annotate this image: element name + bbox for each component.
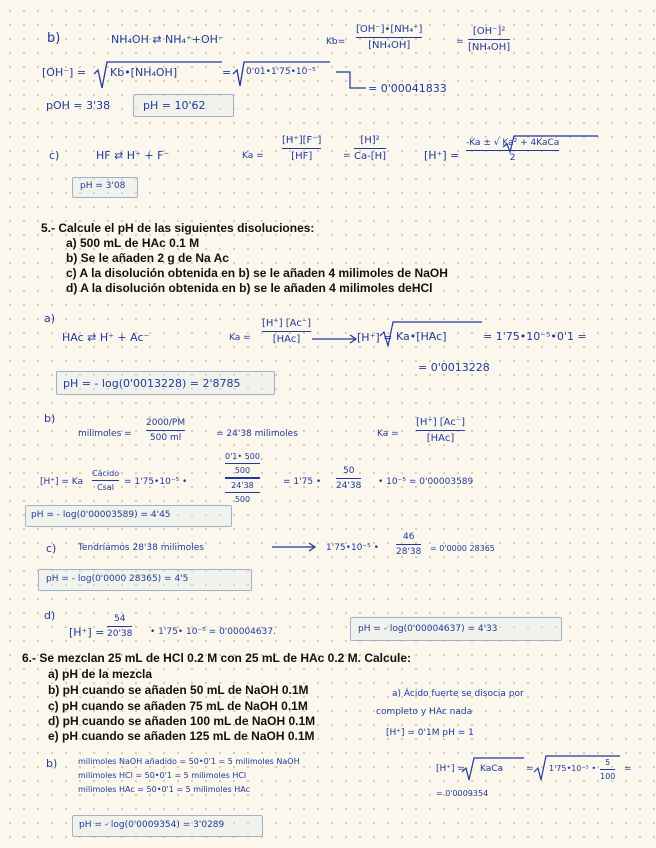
- part-c-label: c): [49, 149, 60, 162]
- p6a-line1: a) Ácido fuerte se disocia por: [392, 689, 524, 699]
- problem6-item-b: b) pH cuando se añaden 50 mL de NaOH 0.1M: [48, 683, 309, 697]
- p5d-rhs: • 1'75• 10⁻⁵ = 0'00004637.: [150, 627, 276, 637]
- problem5-item-d: d) A la disolución obtenida en b) se le añaden 4 milimoles deHCl: [66, 281, 433, 295]
- p5b-h-frac-den: Csal: [97, 483, 114, 492]
- part-b-poh: pOH = 3'38: [46, 99, 111, 112]
- p5a-ka-num: [H⁺] [Ac⁻]: [262, 318, 312, 329]
- p5a-ka-fraction: [262, 318, 311, 345]
- p5a-label: a): [44, 312, 56, 325]
- p5d-fraction: [107, 614, 132, 639]
- part-c-ka-fraction2: [354, 135, 386, 162]
- p5a-h-result: = 0'0013228: [418, 361, 490, 374]
- p5b-f2-num: 50: [342, 466, 355, 476]
- p5c-result: = 0'0000 28365: [430, 544, 495, 553]
- p6b-h-radicand: KaCa: [480, 764, 504, 774]
- p5b-ka-lhs: Ka =: [377, 429, 399, 439]
- part-c-ka-den2: Ca-[H]: [354, 151, 387, 162]
- part-b-eq2: =: [456, 37, 464, 47]
- p5b-ka-num: [H⁺] [Ac⁻]: [416, 417, 466, 428]
- p5c-text: Tendríamos 28'38 milimoles: [78, 543, 204, 553]
- p5a-h-radicand: Ka•[HAc]: [396, 330, 447, 343]
- part-b-kb-fraction: [356, 24, 422, 51]
- p5b-mm-result: = 24'38 milimoles: [216, 429, 298, 439]
- p5a-h-rhs: = 1'75•10⁻⁵•0'1 =: [483, 330, 587, 343]
- problem6-item-c: c) pH cuando se añaden 75 mL de NaOH 0.1M: [48, 699, 308, 713]
- p5c-label: c): [46, 542, 57, 555]
- p5c-f-den: 28'38: [396, 547, 422, 557]
- p6b-h-eq: =: [526, 764, 534, 774]
- part-b-oh-eq: =: [222, 66, 232, 79]
- part-b-reaction: NH₄OH ⇄ NH₄⁺+OH⁻: [111, 33, 224, 46]
- part-c-h-den: 2: [509, 153, 516, 163]
- p6b-h-lhs: [H⁺] =: [436, 764, 465, 774]
- p6b-f-num: 5: [605, 758, 611, 767]
- part-b-kb-den2: [NH₄OH]: [468, 42, 511, 53]
- p5b-h-eq2: = 1'75 •: [283, 477, 322, 487]
- part-c-ph: pH = 3'08: [80, 181, 126, 191]
- part-c-ka-lhs: Ka =: [242, 151, 264, 161]
- p5d-h-lhs: [H⁺] =: [69, 626, 105, 639]
- p5b-ph: pH = - log(0'00003589) = 4'45: [31, 510, 171, 520]
- p6b-ph: pH = - log(0'0009354) = 3'0289: [79, 820, 225, 830]
- p5b-big-num-top: 0'1• 500: [225, 452, 260, 461]
- problem6-item-d: d) pH cuando se añaden 100 mL de NaOH 0.1M: [48, 714, 316, 728]
- p5c-fraction: [396, 532, 421, 557]
- p5c-f-num: 46: [402, 532, 415, 542]
- p5b-big-fraction: [225, 452, 260, 504]
- p5b-big-den-bot: 500: [234, 495, 251, 504]
- p5a-h-lhs: [H⁺] =: [357, 331, 393, 344]
- p5b-ka-den: [HAc]: [426, 433, 455, 444]
- p6b-h-result: = 0'0009354: [436, 789, 489, 798]
- p5b-h-frac-num: Cácido: [92, 469, 120, 478]
- p6b-h-eq2: =: [624, 764, 632, 774]
- p5d-ph: pH = - log(0'00004637) = 4'33: [358, 624, 498, 634]
- part-b-ph: pH = 10'62: [143, 99, 206, 112]
- part-c-ka-num2: [H]²: [360, 135, 380, 146]
- problem6-item-a: a) pH de la mezcla: [48, 667, 153, 681]
- part-b-kb-num2: [OH⁻]²: [472, 26, 506, 37]
- p6b-line2: milimoles HCl = 50•0'1 = 5 milimoles HCl: [78, 771, 247, 780]
- p5b-mm-fraction: [146, 418, 185, 443]
- p5b-h-fraction: [92, 469, 119, 492]
- part-c-h-fraction: [466, 138, 559, 163]
- part-c-ka-fraction: [282, 135, 321, 162]
- p6b-line1: milimoles NaOH añadido = 50•0'1 = 5 milimoles NaOH: [78, 757, 300, 766]
- p5b-mm-num: 2000/PM: [146, 418, 186, 428]
- p5c-rhs: 1'75•10⁻⁵ •: [326, 543, 379, 553]
- p6a-line2: completo y HAc nada: [376, 707, 473, 717]
- p5b-big-num-bot: 500: [234, 466, 251, 475]
- part-c-h-lhs: [H⁺] =: [424, 149, 460, 162]
- part-b-oh-result: = 0'00041833: [368, 82, 447, 95]
- p5d-f-num: 54: [113, 614, 126, 624]
- problem6-item-e: e) pH cuando se añaden 125 mL de NaOH 0.1M: [48, 729, 315, 743]
- part-b-kb-num: [OH⁻]•[NH₄⁺]: [356, 24, 423, 35]
- p5a-ka-lhs: Ka =: [229, 333, 251, 343]
- p5b-f2-den: 24'38: [336, 481, 362, 491]
- part-c-ka-num: [H⁺][F⁻]: [282, 135, 322, 146]
- p5b-big-den-top: 24'38: [231, 481, 254, 490]
- p5b-h-result: • 10⁻⁵ = 0'00003589: [378, 477, 474, 487]
- p5d-label: d): [44, 609, 56, 622]
- p5c-ph: pH = - log(0'0000 28365) = 4'5: [46, 574, 189, 584]
- p5a-reaction: HAc ⇄ H⁺ + Ac⁻: [62, 331, 150, 344]
- problem5-item-c: c) A la disolución obtenida en b) se le añaden 4 milimoles de NaOH: [66, 266, 448, 280]
- p5d-f-den: 20'38: [107, 629, 133, 639]
- part-c-h-num: -Ka ± √ Ka² + 4KaCa: [466, 138, 560, 148]
- p6b-h-radicand2: 1'75•10⁻⁵ •: [549, 764, 597, 773]
- part-b-oh-lhs: [OH⁻] =: [42, 66, 87, 79]
- p5b-mm-den: 500 ml: [149, 433, 182, 443]
- problem5-item-a: a) 500 mL de HAc 0.1 M: [66, 236, 200, 250]
- problem5-item-b: b) Se le añaden 2 g de Na Ac: [66, 251, 229, 265]
- p5b-ka-fraction: [416, 417, 465, 444]
- p6b-fraction: [600, 758, 615, 781]
- part-b-kb-fraction2: [468, 26, 510, 53]
- part-b-label: b): [47, 31, 61, 46]
- p5a-ph: pH = - log(0'0013228) = 2'8785: [63, 377, 241, 390]
- p5b-mm-lhs: milimoles =: [78, 429, 132, 439]
- p5b-h-lhs: [H⁺] = Ka: [40, 477, 84, 487]
- problem6-title: 6.- Se mezclan 25 mL de HCl 0.2 M con 25 mL de HAc 0.2 M. Calcule:: [22, 651, 412, 665]
- p5b-f2-fraction: [336, 466, 361, 491]
- p6a-line3: [H⁺] = 0'1M pH = 1: [386, 728, 474, 738]
- part-c-ka-den: [HF]: [291, 151, 313, 162]
- p6b-f-den: 100: [600, 772, 616, 781]
- p6b-line3: milimoles HAc = 50•0'1 = 5 milimoles HAc: [78, 785, 250, 794]
- part-b-oh-radicand2: 0'01•1'75•10⁻⁵: [246, 67, 316, 77]
- part-b-oh-radicand: Kb•[NH₄OH]: [110, 66, 178, 79]
- part-b-kb-den: [NH₄OH]: [368, 40, 411, 51]
- p5a-ka-den: [HAc]: [272, 334, 301, 345]
- part-b-kb-lhs: Kb=: [326, 37, 346, 47]
- problem5-title: 5.- Calcule el pH de las siguientes disoluciones:: [41, 221, 315, 235]
- p5b-label: b): [44, 412, 56, 425]
- part-c-eq: =: [343, 151, 351, 161]
- p6b-label: b): [46, 757, 58, 770]
- p5b-h-mid: = 1'75•10⁻⁵ •: [124, 477, 188, 487]
- part-c-reaction: HF ⇄ H⁺ + F⁻: [96, 149, 170, 162]
